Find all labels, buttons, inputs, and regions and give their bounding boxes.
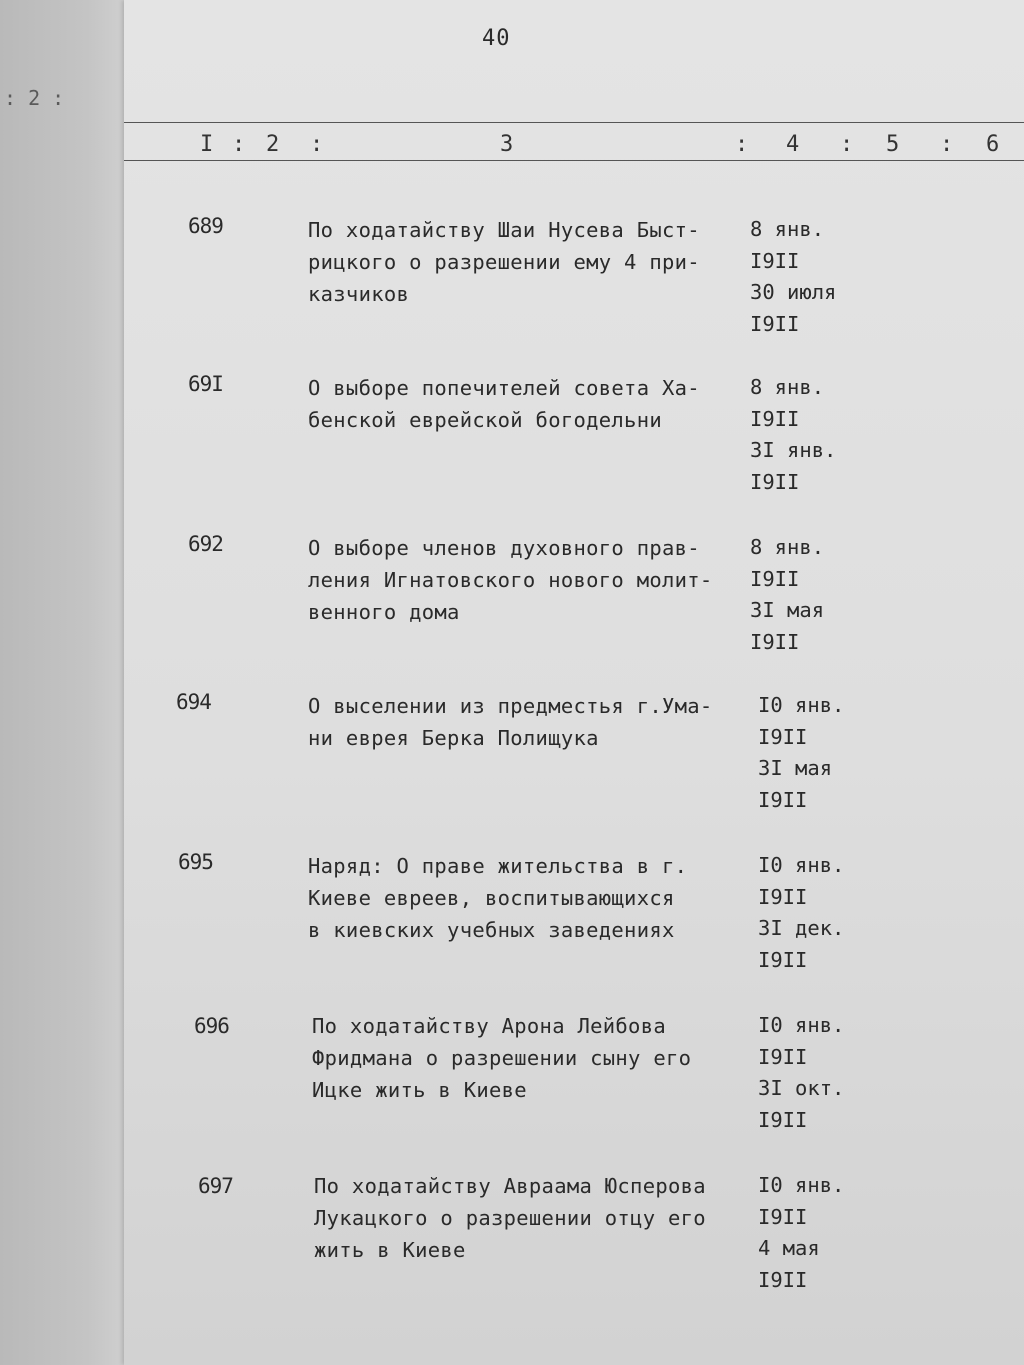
entry-number: 69I xyxy=(188,372,223,396)
entry-dates xyxy=(758,1170,878,1296)
entry-title-line: рицкого о разрешении ему 4 при- xyxy=(308,250,700,274)
start-date: I0 янв. xyxy=(758,853,845,877)
end-year: I9II xyxy=(750,311,800,336)
entry-title-line: ни еврея Берка Полищука xyxy=(308,726,599,750)
column-header-1: I xyxy=(200,132,214,157)
end-date: 3I мая xyxy=(758,756,833,780)
start-date: I0 янв. xyxy=(758,1013,845,1037)
start-year: I9II xyxy=(750,248,800,273)
end-year: I9II xyxy=(758,947,808,972)
entry-title xyxy=(308,850,738,946)
end-year: I9II xyxy=(758,787,808,812)
column-separator: : xyxy=(735,132,749,157)
start-year: I9II xyxy=(750,566,800,591)
end-year: I9II xyxy=(758,1107,808,1132)
end-year: I9II xyxy=(758,1267,808,1292)
end-year: I9II xyxy=(750,469,800,494)
entry-title xyxy=(308,214,738,310)
entry-title-line: в киевских учебных заведениях xyxy=(308,918,675,942)
start-date: 8 янв. xyxy=(750,375,825,399)
entry-title-line: По ходатайству Шаи Нусева Быст- xyxy=(308,218,700,242)
end-date: 30 июля xyxy=(750,280,837,304)
end-year: I9II xyxy=(750,629,800,654)
column-separator: : xyxy=(840,132,854,157)
entry-title-line: Киеве евреев, воспитывающихся xyxy=(308,886,675,910)
entry-title-line: О выселении из предместья г.Ума- xyxy=(308,694,713,718)
end-date: 3I окт. xyxy=(758,1076,845,1100)
entry-title-line: О выборе попечителей совета Ха- xyxy=(308,376,700,400)
entry-title-line: Лукацкого о разрешении отцу его xyxy=(314,1206,706,1230)
entry-title-line: Ицке жить в Киеве xyxy=(312,1078,527,1102)
entry-title-line: бенской еврейской богодельни xyxy=(308,408,662,432)
start-date: 8 янв. xyxy=(750,217,825,241)
entry-number: 694 xyxy=(176,690,211,714)
entry-dates xyxy=(758,690,878,816)
entry-title-line: казчиков xyxy=(308,282,410,306)
entry-title xyxy=(308,372,738,436)
start-year: I9II xyxy=(750,406,800,431)
entry-title xyxy=(314,1170,744,1266)
entry-title-line: венного дома xyxy=(308,600,460,624)
column-separator: : xyxy=(310,132,324,157)
start-date: I0 янв. xyxy=(758,693,845,717)
end-date: 3I дек. xyxy=(758,916,845,940)
entry-number: 697 xyxy=(198,1174,233,1198)
entry-number: 692 xyxy=(188,532,223,556)
column-separator: : xyxy=(940,132,954,157)
entry-title-line: жить в Киеве xyxy=(314,1238,466,1262)
entry-title-line: Фридмана о разрешении сыну его xyxy=(312,1046,692,1070)
column-header-3: 3 xyxy=(500,132,514,157)
entry-number: 695 xyxy=(178,850,213,874)
entry-title-line: ления Игнатовского нового молит- xyxy=(308,568,713,592)
entry-title-line: О выборе членов духовного прав- xyxy=(308,536,700,560)
entry-title-line: По ходатайству Арона Лейбова xyxy=(312,1014,666,1038)
start-year: I9II xyxy=(758,724,808,749)
entry-dates xyxy=(750,372,870,498)
entry-title-line: Наряд: О праве жительства в г. xyxy=(308,854,688,878)
document-page xyxy=(124,0,1024,1365)
column-header-5: 5 xyxy=(886,132,900,157)
start-date: I0 янв. xyxy=(758,1173,845,1197)
column-header-6: 6 xyxy=(986,132,1000,157)
entry-dates xyxy=(758,850,878,976)
header-top-rule xyxy=(124,122,1024,123)
entry-dates xyxy=(750,532,870,658)
end-date: 3I янв. xyxy=(750,438,837,462)
start-date: 8 янв. xyxy=(750,535,825,559)
entry-title-line: По ходатайству Авраама Юсперова xyxy=(314,1174,706,1198)
entry-title xyxy=(308,532,738,628)
end-date: 4 мая xyxy=(758,1236,820,1260)
end-date: 3I мая xyxy=(750,598,825,622)
start-year: I9II xyxy=(758,1044,808,1069)
column-separator: : xyxy=(232,132,246,157)
column-header-2: 2 xyxy=(266,132,280,157)
entry-dates xyxy=(758,1010,878,1136)
header-bottom-rule xyxy=(124,160,1024,161)
entry-number: 689 xyxy=(188,214,223,238)
entry-title xyxy=(308,690,738,754)
previous-page-margin xyxy=(0,0,124,1365)
start-year: I9II xyxy=(758,1204,808,1229)
entry-dates xyxy=(750,214,870,340)
entry-title xyxy=(312,1010,742,1106)
page-number: 40 xyxy=(482,26,511,51)
start-year: I9II xyxy=(758,884,808,909)
margin-marks: : 2 : xyxy=(4,86,65,110)
column-header-4: 4 xyxy=(786,132,800,157)
entry-number: 696 xyxy=(194,1014,229,1038)
